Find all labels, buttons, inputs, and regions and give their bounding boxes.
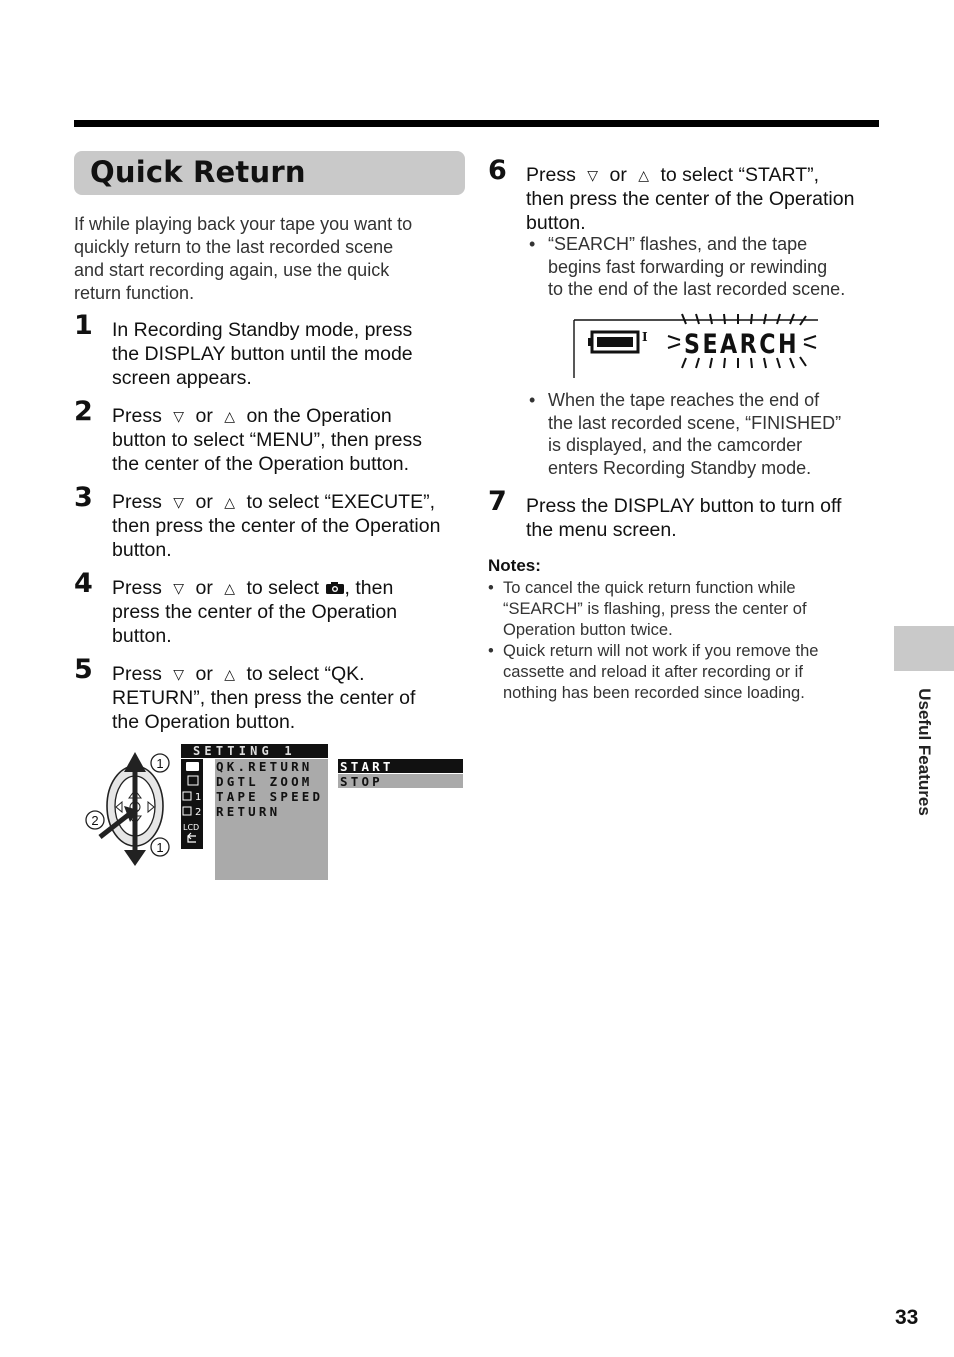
intro-line: If while playing back your tape you want to <box>74 214 413 234</box>
section-title: Quick Return <box>90 155 306 189</box>
menu-item-tape-speed: TAPE SPEED <box>216 789 324 804</box>
step-line <box>112 662 415 686</box>
down-triangle-icon: ▽ <box>173 666 185 682</box>
menu-header: SETTING 1 <box>193 744 296 758</box>
step-line <box>112 404 422 428</box>
press-word: Press <box>112 577 162 599</box>
step-5-text <box>112 662 415 734</box>
notes-title: Notes: <box>488 556 541 575</box>
operation-button-illustration <box>86 752 169 866</box>
step-line: then press the center of the Operation <box>112 515 441 537</box>
step-line: In Recording Standby mode, press <box>112 319 413 341</box>
step-6-bullet-1 <box>529 233 846 301</box>
up-triangle-icon: △ <box>224 666 236 682</box>
note-line: To cancel the quick return function while <box>503 579 796 597</box>
up-triangle-icon: △ <box>224 408 236 424</box>
bullet-line: the last recorded scene, “FINISHED” <box>548 412 842 433</box>
check-2-label: 2 <box>195 807 202 818</box>
option-start: START <box>340 759 394 774</box>
camera-icon <box>186 762 199 771</box>
bullet-line: “SEARCH” flashes, and the tape <box>548 234 808 254</box>
menu-item-qk-return: QK.RETURN <box>216 759 313 774</box>
chapter-tab <box>894 626 954 671</box>
down-triangle-icon: ▽ <box>173 494 185 510</box>
callout-label: 2 <box>91 813 99 828</box>
note-line: cassette and reload it after recording or if <box>503 663 803 681</box>
note-1 <box>488 578 807 641</box>
step-5-number: 5 <box>74 654 93 685</box>
search-display-diagram <box>572 312 822 382</box>
step-line-rest: to select “EXECUTE”, <box>246 491 435 513</box>
step-line <box>526 163 854 187</box>
note-line: nothing has been recorded since loading. <box>503 684 805 702</box>
note-2 <box>488 641 819 704</box>
step-line: button. <box>112 625 172 647</box>
note-line: “SEARCH” is flashing, press the center of <box>503 600 807 618</box>
step-line: the menu screen. <box>526 519 677 541</box>
down-triangle-icon: ▽ <box>587 167 599 183</box>
camera-icon <box>325 581 345 595</box>
bullet-line: When the tape reaches the end of <box>548 390 820 410</box>
press-word: Press <box>112 491 162 513</box>
step-line <box>112 490 440 514</box>
search-text: SEARCH <box>684 329 799 360</box>
step-2-number: 2 <box>74 396 93 427</box>
or-word: or <box>195 663 213 685</box>
page-number: 33 <box>895 1306 919 1329</box>
up-triangle-icon: △ <box>224 580 236 596</box>
step-line: button. <box>112 539 172 561</box>
option-stop: STOP <box>340 774 383 789</box>
step-line-rest: , then <box>344 577 394 599</box>
menu-item-return: RETURN <box>216 804 281 819</box>
press-word: Press <box>526 164 576 186</box>
battery-mark: I <box>642 330 648 344</box>
step-line: the center of the Operation button. <box>112 453 410 475</box>
menu-item-dgtl-zoom: DGTL ZOOM <box>216 774 313 789</box>
step-6-bullet-2 <box>529 389 842 479</box>
bullet-line: to the end of the last recorded scene. <box>548 279 846 299</box>
or-word: or <box>195 405 213 427</box>
callout-label: 1 <box>156 756 164 771</box>
step-4-number: 4 <box>74 568 93 599</box>
step-line: the Operation button. <box>112 711 296 733</box>
step-line-rest: to select <box>246 577 320 599</box>
step-line-rest: to select “QK. <box>246 663 365 685</box>
intro-paragraph <box>74 213 464 305</box>
step-line: button to select “MENU”, then press <box>112 429 422 451</box>
press-word: Press <box>112 663 162 685</box>
down-triangle-icon: ▽ <box>173 580 185 596</box>
bullet-dot: • <box>529 390 536 410</box>
step-7-text <box>526 494 841 542</box>
step-line: then press the center of the Operation <box>526 188 855 210</box>
battery-icon <box>588 332 638 352</box>
step-line: the DISPLAY button until the mode <box>112 343 413 365</box>
lcd-icon: LCD <box>183 823 200 832</box>
callout-label: 1 <box>156 840 164 855</box>
step-6-text <box>526 163 854 235</box>
step-3-text <box>112 490 440 562</box>
step-line-rest: to select “START”, <box>660 164 820 186</box>
up-triangle-icon: △ <box>224 494 236 510</box>
step-line <box>112 576 397 600</box>
step-2-text <box>112 404 422 476</box>
step-line-rest: on the Operation <box>246 405 392 427</box>
step-4-text <box>112 576 397 648</box>
step-line: screen appears. <box>112 367 252 389</box>
note-line: Quick return will not work if you remove the <box>503 642 819 660</box>
section-title-bar <box>74 151 465 195</box>
step-6-number: 6 <box>488 155 507 186</box>
intro-line: return function. <box>74 283 195 303</box>
top-rule <box>74 120 879 127</box>
note-line: Operation button twice. <box>503 621 673 639</box>
step-3-number: 3 <box>74 482 93 513</box>
bullet-dot: • <box>529 234 536 254</box>
check-1-label: 1 <box>195 792 202 803</box>
down-triangle-icon: ▽ <box>173 408 185 424</box>
step-line: button. <box>526 212 586 234</box>
step-line: RETURN”, then press the center of <box>112 687 416 709</box>
press-word: Press <box>112 405 162 427</box>
step-1-number: 1 <box>74 310 93 341</box>
menu-diagram <box>80 742 470 884</box>
or-word: or <box>609 164 627 186</box>
step-7-number: 7 <box>488 486 507 517</box>
chapter-label: Useful Features <box>915 688 934 816</box>
up-triangle-icon: △ <box>638 167 650 183</box>
step-line: Press the DISPLAY button to turn off <box>526 495 842 517</box>
bullet-dot: • <box>488 642 494 660</box>
or-word: or <box>195 491 213 513</box>
bullet-dot: • <box>488 579 494 597</box>
step-line: press the center of the Operation <box>112 601 398 623</box>
intro-line: and start recording again, use the quick <box>74 260 390 280</box>
bullet-line: begins fast forwarding or rewinding <box>548 256 828 277</box>
or-word: or <box>195 577 213 599</box>
bullet-line: is displayed, and the camcorder <box>548 435 803 455</box>
step-1-text <box>112 318 413 390</box>
intro-line: quickly return to the last recorded scene <box>74 237 394 257</box>
bullet-line: enters Recording Standby mode. <box>548 457 812 478</box>
